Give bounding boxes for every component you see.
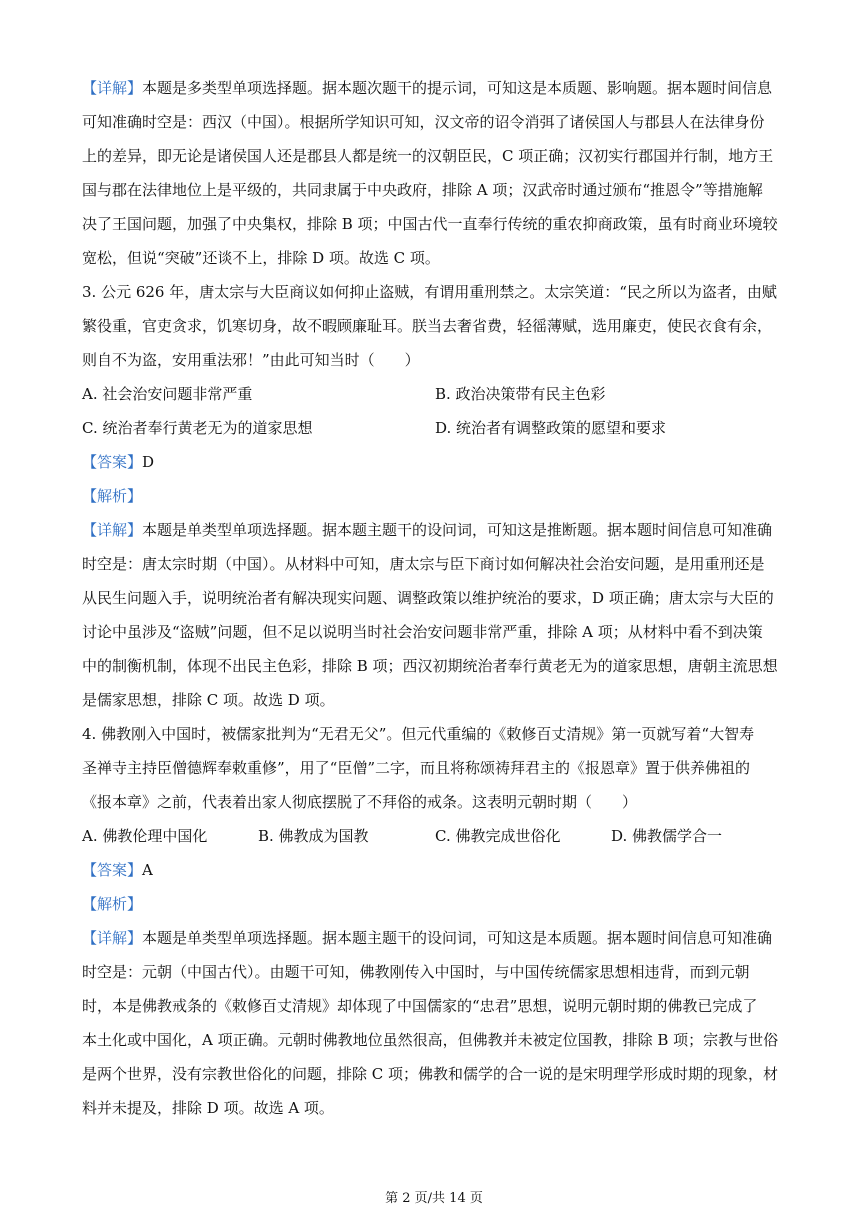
q2-detail-line-1: 【详解】本题是多类型单项选择题。据本题次题干的提示词，可知这是本质题、影响题。据本题时间信息: [82, 79, 773, 97]
q2-detail-line-5: 决了王国问题，加强了中央集权，排除 B 项；中国古代一直奉行传统的重农抑商政策，虽有时商业环境较: [82, 215, 778, 233]
q4-detail-line-6: 料并未提及，排除 D 项。故选 A 项。: [82, 1099, 334, 1117]
q2-detail-line-6: 宽松，但说“突破”还谈不上，排除 D 项。故选 C 项。: [82, 249, 440, 267]
q3-detail-line-6: 是儒家思想，排除 C 项。故选 D 项。: [82, 691, 335, 709]
q3-answer: [82, 452, 782, 472]
q2-detail-line-4: 国与郡在法律地位上是平级的，共同隶属于中央政府，排除 A 项；汉武帝时通过颁布“推恩令”等措施解: [82, 181, 763, 199]
answer-value: D: [142, 453, 155, 471]
q4-detail-line-3: 时，本是佛教戒条的《敕修百丈清规》却体现了中国儒家的“忠君”思想，说明元朝时期的佛教已完成了: [82, 997, 758, 1015]
q2-detail-line-3: 上的差异，即无论是诸侯国人还是郡县人都是统一的汉朝臣民，C 项正确；汉初实行郡国并行制，地方王: [82, 147, 774, 165]
q4-stem-line-1: 4. 佛教刚入中国时，被儒家批判为“无君无父”。但元代重编的《敕修百丈清规》第一页就写着“大智寿: [82, 725, 755, 743]
q3-detail-line-1: 【详解】本题是单类型单项选择题。据本题主题干的设问词，可知这是推断题。据本题时间信息可知准确: [82, 521, 773, 539]
q3-analysis-label: 【解析】: [82, 487, 143, 505]
q3-stem-line-3: 则自不为盗，安用重法邪！”由此可知当时（ ）: [82, 351, 420, 369]
detail-label: 【详解】: [82, 521, 143, 539]
q4-option-c: C. 佛教完成世俗化: [435, 827, 561, 845]
q4-option-d: D. 佛教儒学合一: [611, 827, 723, 845]
q3-option-b: B. 政治决策带有民主色彩: [435, 385, 606, 403]
page-number: 第 2 页/共 14 页: [385, 1191, 483, 1206]
q4-answer: [82, 860, 782, 880]
q3-option-d: D. 统治者有调整政策的愿望和要求: [435, 419, 667, 437]
q3-detail-line-5: 中的制衡机制，体现不出民主色彩，排除 B 项；西汉初期统治者奉行黄老无为的道家思想，唐朝主流思想: [82, 657, 778, 675]
q3-stem-line-1: 3. 公元 626 年，唐太宗与大臣商议如何抑止盗贼，有谓用重刑禁之。太宗笑道：“民之所以为盗者，由赋: [82, 283, 777, 301]
q3-detail-line-4: 讨论中虽涉及“盗贼”问题，但不足以说明当时社会治安问题非常严重，排除 A 项；从材料中看不到决策: [82, 623, 763, 641]
q4-stem-line-3: 《报本章》之前，代表着出家人彻底摆脱了不拜俗的戒条。这表明元朝时期（ ）: [82, 793, 638, 811]
q3-stem-line-2: 繁役重，官吏贪求，饥寒切身，故不暇顾廉耻耳。朕当去奢省费，轻徭薄赋，选用廉吏，使民衣食有余，: [82, 317, 773, 335]
q2-detail-line-2: 可知准确时空是：西汉（中国）。根据所学知识可知，汉文帝的诏令消弭了诸侯国人与郡县人在法律身份: [82, 113, 765, 131]
q4-detail-line-1: 【详解】本题是单类型单项选择题。据本题主题干的设问词，可知这是本质题。据本题时间信息可知准确: [82, 929, 773, 947]
q4-stem-line-2: 圣禅寺主持臣僧德辉奉敕重修”，用了“臣僧”二字，而且将称颂祷拜君主的《报恩章》置于供养佛祖的: [82, 759, 751, 777]
q4-detail-line-2: 时空是：元朝（中国古代）。由题干可知，佛教刚传入中国时，与中国传统儒家思想相违背，而到元朝: [82, 963, 750, 981]
detail-label: 【详解】: [82, 929, 143, 947]
answer-value: A: [142, 861, 153, 879]
q4-detail-line-4: 本土化或中国化，A 项正确。元朝时佛教地位虽然很高，但佛教并未被定位国教，排除 B 项；宗教与世俗: [82, 1031, 779, 1049]
q4-option-a: A. 佛教伦理中国化: [82, 827, 208, 845]
q4-analysis-label: 【解析】: [82, 895, 143, 913]
q3-detail-line-2: 时空是：唐太宗时期（中国）。从材料中可知，唐太宗与臣下商讨如何解决社会治安问题，是用重刑还是: [82, 555, 765, 573]
answer-label: 【答案】: [82, 453, 143, 471]
q3-detail-line-3: 从民生问题入手，说明统治者有解决现实问题、调整政策以维护统治的要求，D 项正确；唐太宗与大臣的: [82, 589, 774, 607]
detail-label: 【详解】: [82, 79, 143, 97]
q3-option-c: C. 统治者奉行黄老无为的道家思想: [82, 419, 313, 437]
q4-detail-line-5: 是两个世界，没有宗教世俗化的问题，排除 C 项；佛教和儒学的合一说的是宋明理学形成时期的现象，材: [82, 1065, 779, 1083]
q4-option-b: B. 佛教成为国教: [258, 827, 369, 845]
answer-label: 【答案】: [82, 861, 143, 879]
q3-option-a: A. 社会治安问题非常严重: [82, 385, 253, 403]
